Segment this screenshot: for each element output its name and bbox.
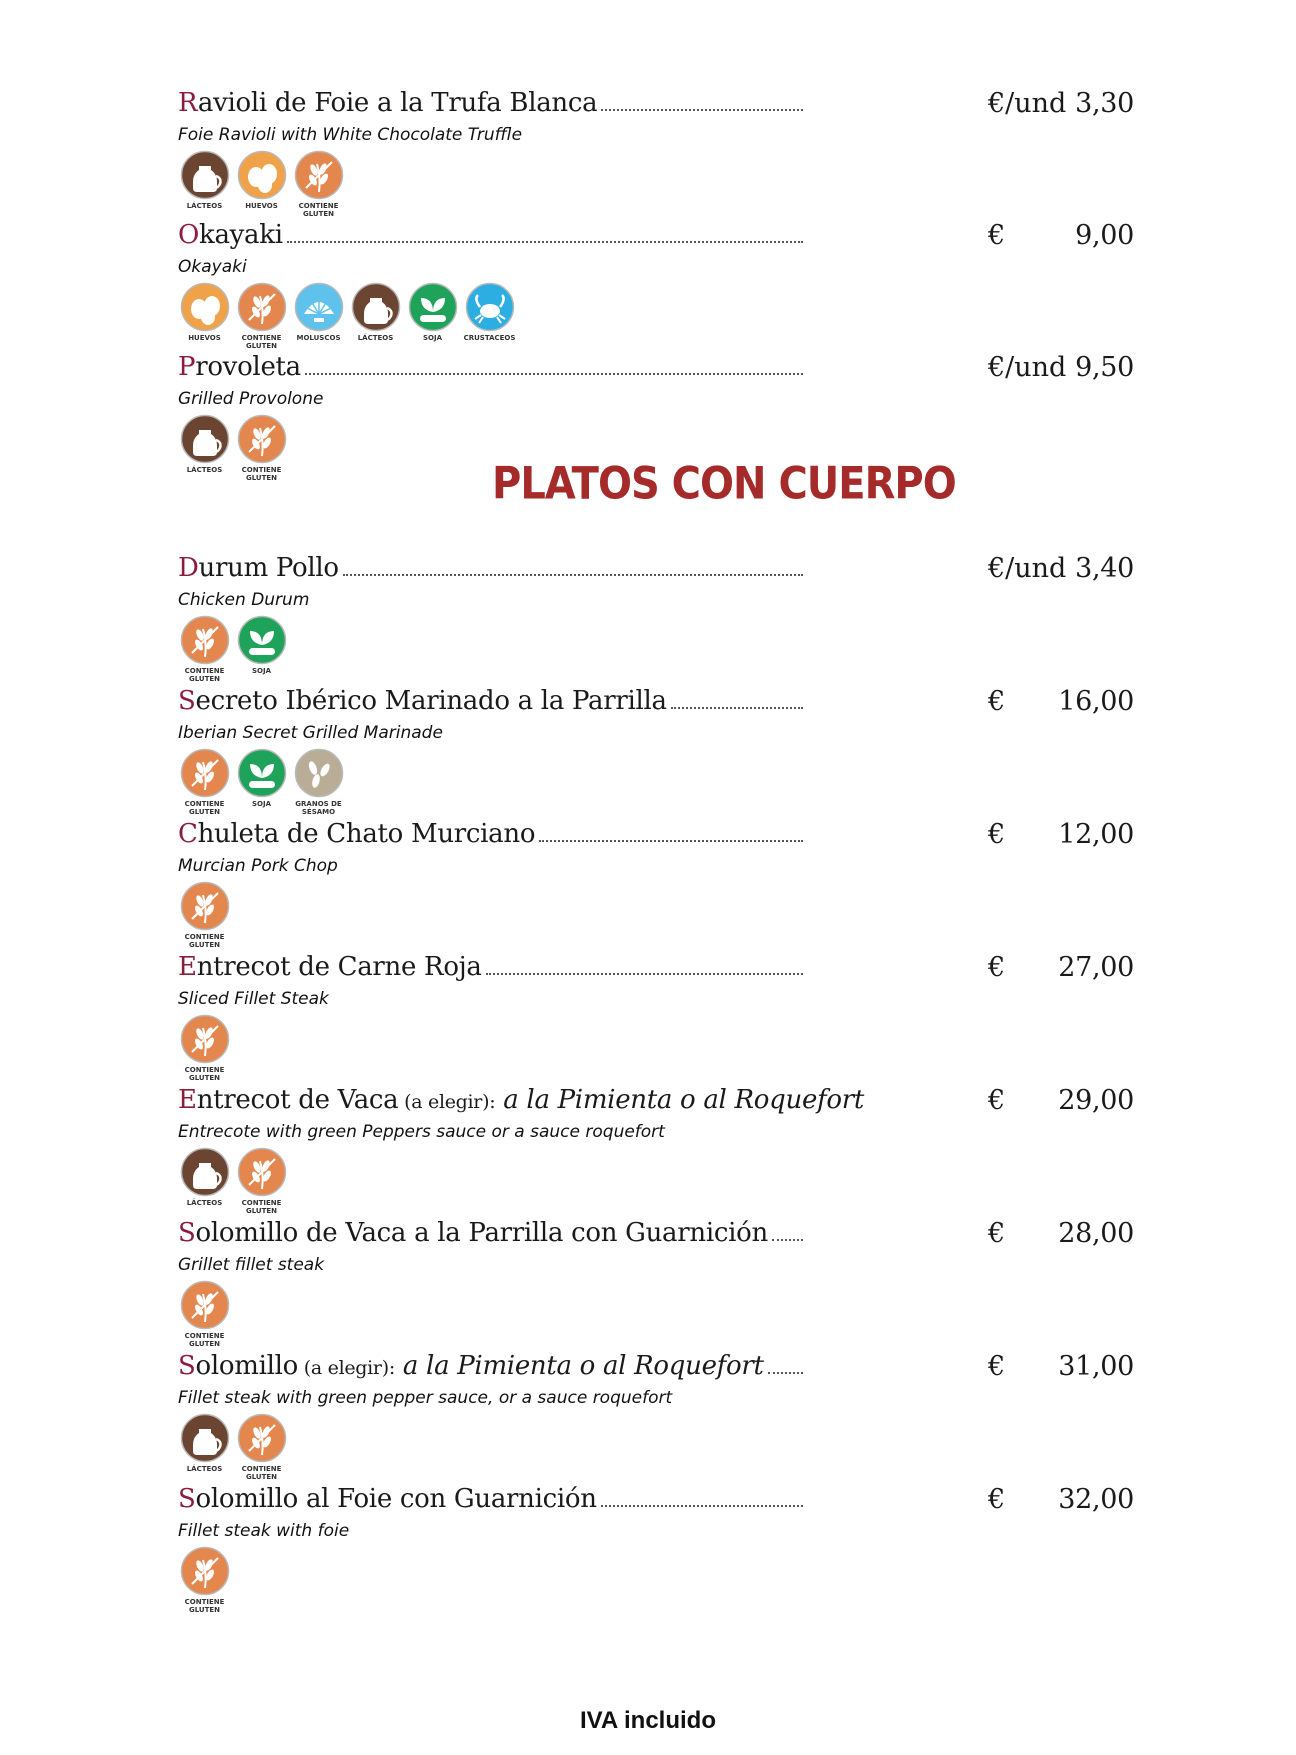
menu-item-price: 12,00 [1058, 819, 1134, 850]
menu-item-name-line [178, 819, 803, 855]
menu-item-name-line [178, 88, 803, 124]
menu-item [178, 220, 1134, 350]
allergen-lacteos-icon [180, 150, 230, 200]
allergen-gluten-icon [180, 615, 230, 665]
allergen-label: CONTIENE GLUTEN [184, 800, 225, 816]
menu-item-name-line [178, 220, 803, 256]
menu-item-initial: C [178, 819, 198, 849]
menu-item-english: Grilled Provolone [178, 389, 324, 409]
dot-leader [772, 1234, 803, 1241]
allergen-badge-lacteos [178, 150, 231, 218]
allergen-list [178, 282, 1078, 350]
menu-item-name-row [178, 220, 1134, 256]
menu-item [178, 1218, 1134, 1348]
allergen-soja-icon [237, 615, 287, 665]
allergen-label: CONTIENE GLUTEN [241, 1465, 282, 1481]
menu-item-name [178, 88, 597, 118]
allergen-badge-soja [406, 282, 459, 350]
menu-item-name-rest: ecreto Ibérico Marinado a la Parrilla [195, 686, 667, 716]
allergen-moluscos-icon [294, 282, 344, 332]
menu-item-name [178, 1218, 768, 1248]
allergen-label: LÁCTEOS [186, 202, 223, 210]
footer-note: IVA incluido [580, 1707, 716, 1734]
menu-item-name-rest: olomillo al Foie con Guarnición [195, 1484, 597, 1514]
dot-leader [601, 1500, 803, 1507]
menu-item-english: Sliced Fillet Steak [178, 989, 329, 1009]
menu-item [178, 1351, 1134, 1481]
menu-item-price: 3,30 [1075, 88, 1134, 119]
menu-item-initial: S [178, 1218, 196, 1248]
menu-item-price-unit: €/und [988, 553, 1067, 584]
menu-item-name-rest: rovoleta [195, 352, 301, 382]
allergen-gluten-icon [180, 1014, 230, 1064]
allergen-label: SOJA [251, 800, 271, 808]
menu-item-english: Grillet fillet steak [178, 1255, 325, 1275]
menu-item-initial: O [178, 220, 200, 250]
allergen-gluten-icon [237, 1147, 287, 1197]
menu-item-price-unit: €/und [988, 352, 1067, 383]
allergen-list [178, 1280, 1078, 1348]
menu-item-name-rest: olomillo de Vaca a la Parrilla con Guarnición [195, 1218, 768, 1248]
allergen-badge-gluten [235, 414, 288, 482]
menu-item-name-line [178, 553, 803, 589]
menu-item-name-rest: urum Pollo [198, 553, 339, 583]
menu-item-name [178, 819, 535, 849]
allergen-label: HUEVOS [188, 334, 221, 342]
allergen-gluten-icon [237, 1413, 287, 1463]
dot-leader [343, 569, 803, 576]
menu-item-name-row [178, 1484, 1134, 1520]
menu-item-english: Entrecote with green Peppers sauce or a sauce roquefort [178, 1122, 665, 1142]
allergen-badge-gluten [292, 150, 345, 218]
allergen-badge-gluten [178, 881, 231, 949]
menu-item-name-rest: ntrecot de Carne Roja [196, 952, 482, 982]
allergen-badge-gluten [178, 615, 231, 683]
allergen-list [178, 1413, 1078, 1481]
allergen-label: CONTIENE GLUTEN [184, 667, 225, 683]
menu-item-name-options: a la Pimienta o al Roquefort [495, 1085, 864, 1115]
allergen-label: LÁCTEOS [357, 334, 394, 342]
dot-leader [601, 104, 803, 111]
allergen-label: LÁCTEOS [186, 1465, 223, 1473]
allergen-badge-gluten [235, 1147, 288, 1215]
menu-item-name-line [178, 1484, 803, 1520]
menu-item-price: 9,00 [1075, 220, 1134, 251]
menu-item-name-line [178, 1085, 864, 1121]
allergen-gluten-icon [180, 881, 230, 931]
menu-item-english: Chicken Durum [178, 590, 310, 610]
allergen-label: SOJA [251, 667, 271, 675]
menu-item-name-row [178, 352, 1134, 388]
allergen-label: CONTIENE GLUTEN [184, 933, 225, 949]
menu-item-english: Foie Ravioli with White Chocolate Truffle [178, 125, 523, 145]
allergen-badge-lacteos [178, 1413, 231, 1481]
allergen-list [178, 414, 1078, 482]
allergen-list [178, 1546, 1078, 1614]
allergen-label: SOJA [422, 334, 442, 342]
allergen-badge-lacteos [178, 414, 231, 482]
allergen-badge-soja [235, 615, 288, 683]
menu-item-name-row [178, 1218, 1134, 1254]
allergen-badge-soja [235, 748, 288, 816]
dot-leader [486, 968, 803, 975]
menu-item-name-line [178, 1218, 803, 1254]
allergen-badge-moluscos [292, 282, 345, 350]
menu-item-english: Murcian Pork Chop [178, 856, 338, 876]
menu-item-initial: S [178, 686, 196, 716]
menu-item-english: Fillet steak with foie [178, 1521, 350, 1541]
allergen-gluten-icon [294, 150, 344, 200]
menu-item-english: Fillet steak with green pepper sauce, or a sauce roquefort [178, 1388, 673, 1408]
allergen-list [178, 615, 1078, 683]
allergen-soja-icon [237, 748, 287, 798]
menu-item-initial: S [178, 1484, 196, 1514]
allergen-list [178, 748, 1078, 816]
menu-item-name-rest: huleta de Chato Murciano [197, 819, 536, 849]
allergen-label: LÁCTEOS [186, 1199, 223, 1207]
menu-item-name [178, 220, 283, 250]
menu-item-price-unit: € [988, 1351, 1006, 1382]
allergen-badge-gluten [235, 1413, 288, 1481]
menu-item-name-row [178, 1351, 1134, 1387]
menu-item [178, 553, 1134, 683]
dot-leader [539, 835, 803, 842]
menu-item-name [178, 1085, 864, 1115]
allergen-badge-huevos [178, 282, 231, 350]
allergen-list [178, 1147, 1078, 1215]
menu-item-name-note: (a elegir): [298, 1357, 395, 1379]
menu-item-initial: E [178, 1085, 197, 1115]
menu-item-price-unit: € [988, 686, 1006, 717]
menu-item-initial: S [178, 1351, 196, 1381]
menu-item-price: 9,50 [1075, 352, 1134, 383]
menu-item-name [178, 1484, 597, 1514]
menu-item-price-unit: € [988, 952, 1006, 983]
menu-item-name-rest: kayaki [199, 220, 283, 250]
allergen-sesamo-icon [294, 748, 344, 798]
allergen-lacteos-icon [351, 282, 401, 332]
allergen-badge-gluten [178, 1546, 231, 1614]
section-title: PLATOS CON CUERPO [492, 458, 956, 510]
allergen-badge-gluten [178, 1014, 231, 1082]
allergen-soja-icon [408, 282, 458, 332]
menu-item-initial: P [178, 352, 196, 382]
allergen-badge-lacteos [349, 282, 402, 350]
menu-item-price-unit: €/und [988, 88, 1067, 119]
allergen-lacteos-icon [180, 1147, 230, 1197]
allergen-badge-gluten [178, 748, 231, 816]
menu-item-price-unit: € [988, 1218, 1006, 1249]
dot-leader [768, 1367, 803, 1374]
allergen-label: GRANOS DE SÉSAMO [295, 800, 342, 816]
menu-item-price: 3,40 [1075, 553, 1134, 584]
allergen-lacteos-icon [180, 1413, 230, 1463]
menu-item-name-line [178, 1351, 803, 1387]
allergen-badge-gluten [235, 282, 288, 350]
menu-item-name-rest: olomillo [195, 1351, 298, 1381]
allergen-label: LÁCTEOS [186, 466, 223, 474]
allergen-label: MOLUSCOS [296, 334, 341, 342]
menu-item-name-row [178, 553, 1134, 589]
menu-item-name-rest: avioli de Foie a la Trufa Blanca [197, 88, 598, 118]
allergen-badge-sesamo [292, 748, 345, 816]
menu-item-english: Okayaki [178, 257, 247, 277]
dot-leader [287, 236, 803, 243]
allergen-label: CONTIENE GLUTEN [241, 334, 282, 350]
allergen-gluten-icon [180, 1280, 230, 1330]
allergen-label: CONTIENE GLUTEN [298, 202, 339, 218]
menu-item-name-options: a la Pimienta o al Roquefort [394, 1351, 764, 1381]
allergen-gluten-icon [237, 414, 287, 464]
menu-item-price: 32,00 [1058, 1484, 1134, 1515]
menu-item-name [178, 1351, 764, 1381]
allergen-huevos-icon [180, 282, 230, 332]
allergen-list [178, 881, 1078, 949]
dot-leader [671, 702, 803, 709]
menu-item [178, 819, 1134, 949]
menu-item-price-unit: € [988, 1085, 1006, 1116]
menu-item-initial: E [178, 952, 197, 982]
menu-item-name-row [178, 1085, 1134, 1121]
menu-item-name [178, 952, 482, 982]
allergen-huevos-icon [237, 150, 287, 200]
menu-item-name-line [178, 352, 803, 388]
allergen-lacteos-icon [180, 414, 230, 464]
menu-item-name [178, 686, 667, 716]
menu-item [178, 686, 1134, 816]
menu-item-name-row [178, 952, 1134, 988]
menu-item [178, 1484, 1134, 1614]
menu-item [178, 88, 1134, 218]
dot-leader [305, 368, 803, 375]
allergen-label: CONTIENE GLUTEN [241, 466, 282, 482]
menu-item-price-unit: € [988, 819, 1006, 850]
allergen-badge-crustaceos [463, 282, 516, 350]
menu-item-name [178, 553, 339, 583]
menu-item-price: 16,00 [1058, 686, 1134, 717]
menu-item-price: 27,00 [1058, 952, 1134, 983]
menu-item-price-unit: € [988, 220, 1006, 251]
allergen-gluten-icon [237, 282, 287, 332]
allergen-label: CONTIENE GLUTEN [184, 1598, 225, 1614]
menu-item [178, 952, 1134, 1082]
allergen-badge-lacteos [178, 1147, 231, 1215]
allergen-label: CRUSTACEOS [463, 334, 516, 342]
menu-item-name-note: (a elegir): [398, 1091, 496, 1113]
menu-item-initial: D [178, 553, 199, 583]
menu-item [178, 1085, 1134, 1215]
menu-item [178, 352, 1134, 482]
allergen-list [178, 1014, 1078, 1082]
menu-item-name-rest: ntrecot de Vaca [196, 1085, 399, 1115]
menu-item-price: 28,00 [1058, 1218, 1134, 1249]
allergen-label: CONTIENE GLUTEN [184, 1066, 225, 1082]
menu-item-price: 31,00 [1058, 1351, 1134, 1382]
menu-item-name-row [178, 686, 1134, 722]
menu-item-price: 29,00 [1058, 1085, 1134, 1116]
menu-item-name-row [178, 88, 1134, 124]
allergen-crustaceos-icon [465, 282, 515, 332]
menu-item-initial: R [178, 88, 198, 118]
allergen-badge-huevos [235, 150, 288, 218]
menu-item-name-row [178, 819, 1134, 855]
allergen-label: CONTIENE GLUTEN [241, 1199, 282, 1215]
menu-item-name-line [178, 686, 803, 722]
menu-item-price-unit: € [988, 1484, 1006, 1515]
allergen-label: CONTIENE GLUTEN [184, 1332, 225, 1348]
allergen-list [178, 150, 1078, 218]
allergen-badge-gluten [178, 1280, 231, 1348]
allergen-gluten-icon [180, 748, 230, 798]
allergen-label: HUEVOS [245, 202, 278, 210]
menu-item-english: Iberian Secret Grilled Marinade [178, 723, 443, 743]
menu-item-name-line [178, 952, 803, 988]
menu-item-name [178, 352, 301, 382]
allergen-gluten-icon [180, 1546, 230, 1596]
